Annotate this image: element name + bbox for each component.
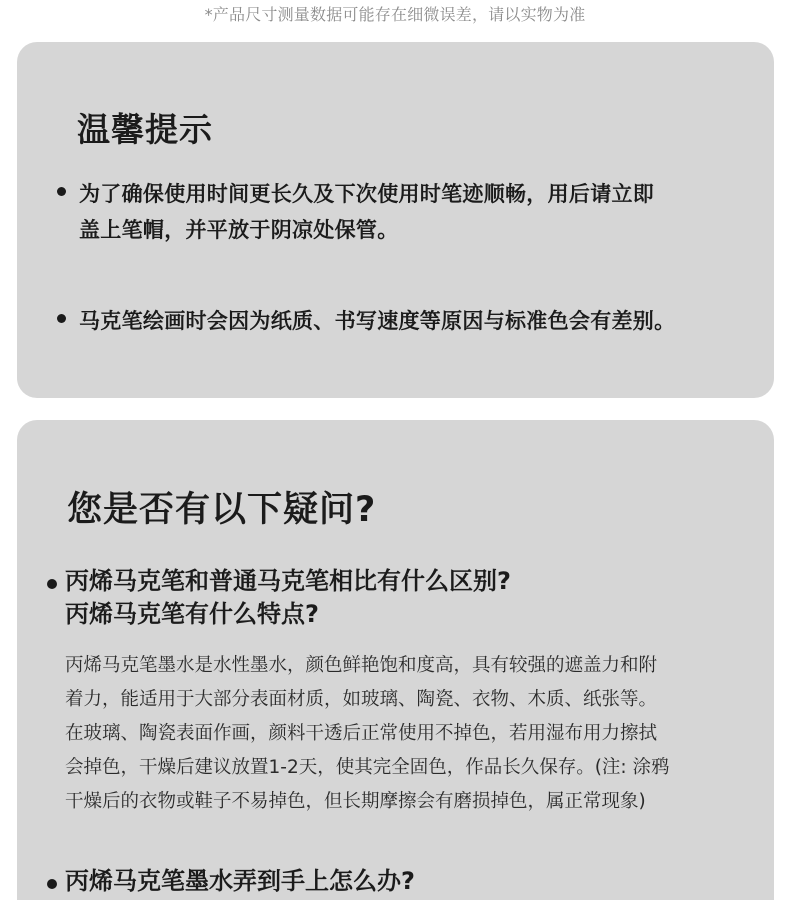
- question-line: 丙烯马克笔和普通马克笔相比有什么区别?: [65, 567, 511, 595]
- tip-item: [57, 176, 737, 248]
- answer-line: 丙烯马克笔墨水是水性墨水，颜色鲜艳饱和度高，具有较强的遮盖力和附: [65, 655, 658, 676]
- tip-item: [57, 303, 757, 339]
- tips-card: [17, 42, 774, 398]
- tip-text: [79, 176, 654, 248]
- faq-title: 您是否有以下疑问?: [67, 490, 377, 530]
- tip-line: 盖上笔帽，并平放于阴凉处保管。: [79, 218, 399, 242]
- tip-text: [79, 303, 675, 339]
- answer-line: 着力，能适用于大部分表面材质，如玻璃、陶瓷、衣物、木质、纸张等。: [65, 689, 658, 710]
- answer-line: 在玻璃、陶瓷表面作画，颜料干透后正常使用不掉色，若用湿布用力擦拭: [65, 723, 658, 744]
- answer-line: 干燥后的衣物或鞋子不易掉色，但长期摩擦会有磨损掉色，属正常现象): [65, 791, 646, 812]
- bullet-dot-icon: [47, 579, 57, 589]
- faq-answer: [65, 649, 735, 819]
- tips-title: 温馨提示: [77, 110, 213, 149]
- question-text: [65, 865, 415, 898]
- tip-line: 马克笔绘画时会因为纸质、书写速度等原因与标准色会有差别。: [79, 309, 676, 333]
- question-line: 丙烯马克笔有什么特点?: [65, 600, 319, 628]
- faq-question: [47, 865, 727, 898]
- answer-line: 会掉色，干燥后建议放置1-2天，使其完全固色，作品长久保存。(注: 涂鸦: [65, 757, 670, 778]
- disclaimer-note: *产品尺寸测量数据可能存在细微误差，请以实物为准: [204, 5, 586, 24]
- faq-question: [47, 565, 727, 631]
- question-text: [65, 565, 511, 631]
- faq-card: [17, 420, 774, 900]
- question-line: 丙烯马克笔墨水弄到手上怎么办?: [65, 867, 415, 895]
- bullet-dot-icon: [57, 314, 66, 323]
- tip-line: 为了确保使用时间更长久及下次使用时笔迹顺畅，用后请立即: [79, 182, 655, 206]
- bullet-dot-icon: [47, 879, 57, 889]
- bullet-dot-icon: [57, 187, 66, 196]
